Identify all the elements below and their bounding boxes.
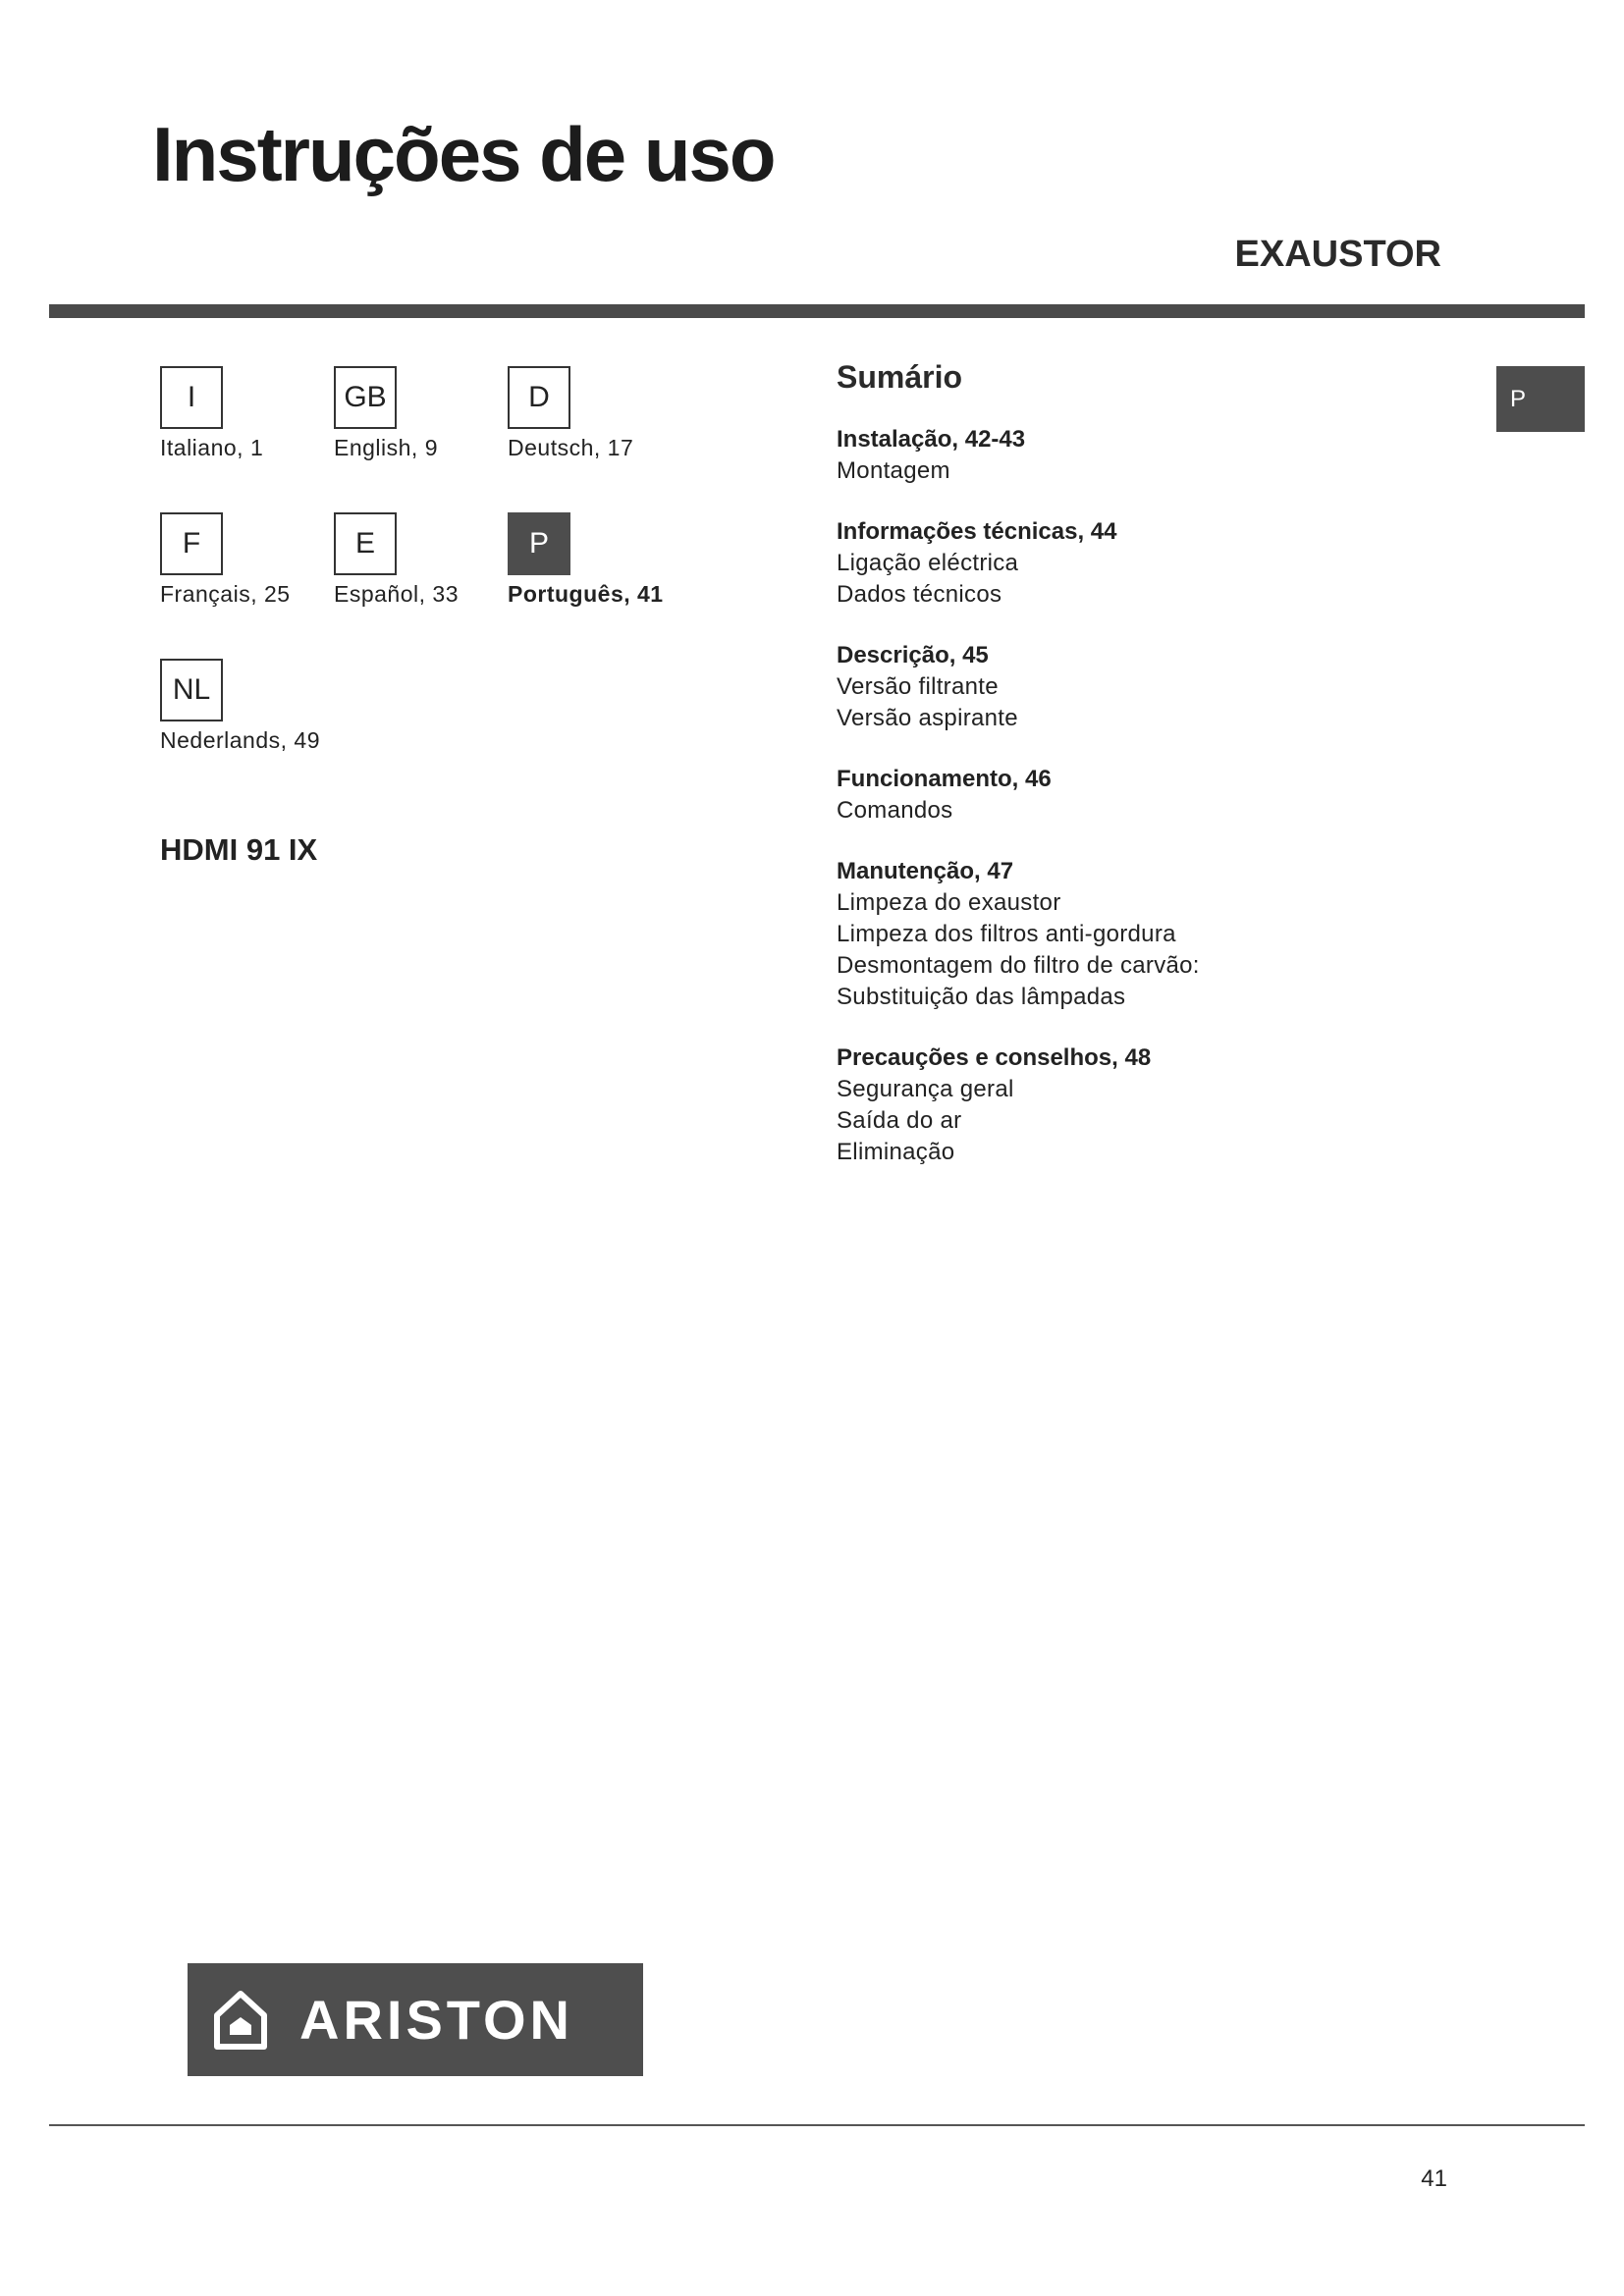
footer-divider <box>49 2124 1585 2126</box>
toc-section <box>837 516 1426 611</box>
toc-title: Sumário <box>837 359 963 395</box>
language-code-box: F <box>160 512 223 575</box>
brand-name: ARISTON <box>299 1989 573 2051</box>
toc-heading[interactable]: Descrição, 45 <box>837 642 989 668</box>
toc-item[interactable]: Ligação eléctrica <box>837 550 1019 576</box>
toc-item[interactable]: Eliminação <box>837 1139 955 1165</box>
language-code-box: D <box>508 366 570 429</box>
language-code-box: E <box>334 512 397 575</box>
language-code-box: NL <box>160 659 223 721</box>
product-type: EXAUSTOR <box>1234 234 1441 275</box>
toc-section <box>837 424 1426 487</box>
page-number: 41 <box>1421 2165 1447 2192</box>
language-code-box: P <box>508 512 570 575</box>
toc-section <box>837 764 1426 827</box>
toc-heading[interactable]: Informações técnicas, 44 <box>837 518 1117 545</box>
language-label: Nederlands, 49 <box>160 727 320 753</box>
toc-item[interactable]: Limpeza do exaustor <box>837 889 1061 916</box>
toc-item[interactable]: Segurança geral <box>837 1076 1014 1102</box>
language-deutsch[interactable] <box>508 366 694 461</box>
toc-heading[interactable]: Manutenção, 47 <box>837 858 1014 884</box>
language-italiano[interactable] <box>160 366 347 461</box>
toc-section <box>837 856 1426 1013</box>
language-code-box: I <box>160 366 223 429</box>
language-label: Deutsch, 17 <box>508 435 634 460</box>
toc-heading[interactable]: Funcionamento, 46 <box>837 766 1052 792</box>
language-nederlands[interactable] <box>160 659 347 754</box>
model-number: HDMI 91 IX <box>160 832 318 867</box>
language-code-box: GB <box>334 366 397 429</box>
toc-item[interactable]: Substituição das lâmpadas <box>837 984 1126 1010</box>
language-label: Français, 25 <box>160 581 291 607</box>
language-label: Italiano, 1 <box>160 435 264 460</box>
toc-item[interactable]: Saída do ar <box>837 1107 962 1134</box>
toc-item[interactable]: Montagem <box>837 457 950 484</box>
language-espanol[interactable] <box>334 512 520 608</box>
toc-item[interactable]: Desmontagem do filtro de carvão: <box>837 952 1200 979</box>
toc-item[interactable]: Comandos <box>837 797 953 824</box>
language-side-tab: P <box>1496 366 1585 432</box>
language-francais[interactable] <box>160 512 347 608</box>
toc-section <box>837 1042 1426 1168</box>
toc-item[interactable]: Limpeza dos filtros anti-gordura <box>837 921 1176 947</box>
language-portugues[interactable] <box>508 512 694 608</box>
toc-item[interactable]: Versão aspirante <box>837 705 1018 731</box>
toc-item[interactable]: Dados técnicos <box>837 581 1002 608</box>
language-english[interactable] <box>334 366 520 461</box>
header-divider <box>49 304 1585 318</box>
toc-heading[interactable]: Precauções e conselhos, 48 <box>837 1044 1152 1071</box>
toc-item[interactable]: Versão filtrante <box>837 673 999 700</box>
page-title: Instruções de uso <box>152 111 775 197</box>
table-of-contents <box>837 424 1426 1198</box>
toc-section <box>837 640 1426 734</box>
ariston-logo <box>188 1963 643 2076</box>
language-label: Português, 41 <box>508 581 664 607</box>
language-label: English, 9 <box>334 435 439 460</box>
toc-heading[interactable]: Instalação, 42-43 <box>837 426 1026 453</box>
language-label: Español, 33 <box>334 581 459 607</box>
house-icon <box>211 1988 270 2053</box>
